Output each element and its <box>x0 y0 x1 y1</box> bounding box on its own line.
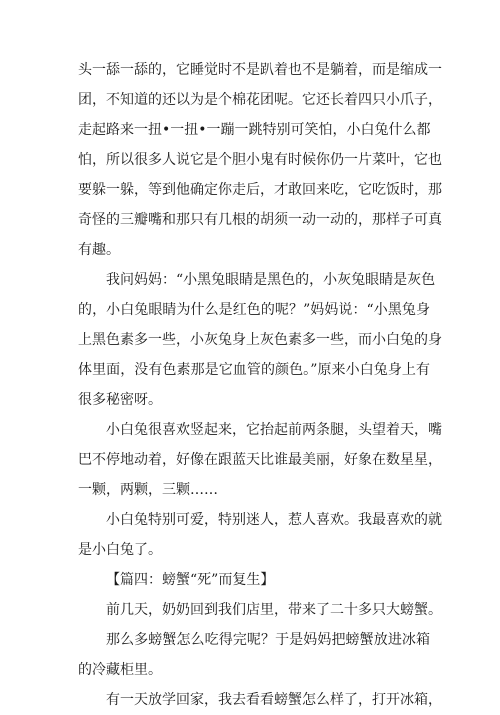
text-line: 的冷藏柜里。 <box>78 662 162 678</box>
section-heading: 【篇四：螃蟹“死”而复生】 <box>106 572 275 588</box>
text-line: 巴不停地动着，好像在跟蓝天比谁最美丽，好象在数星星， <box>78 452 442 468</box>
text-line: 奇怪的三瓣嘴和那只有几根的胡须一动一动的，那样子可真 <box>78 212 442 228</box>
text-line: 怕，所以很多人说它是个胆小鬼有时候你仍一片菜叶，它也 <box>78 152 442 168</box>
text-line: 的，小白兔眼睛为什么是红色的呢？”妈妈说：“小黑兔身 <box>78 302 430 318</box>
text-line: 小白兔特别可爱，特别迷人，惹人喜欢。我最喜欢的就 <box>106 512 442 528</box>
text-line: 我问妈妈：“小黑兔眼睛是黑色的，小灰兔眼睛是灰色 <box>106 272 436 288</box>
text-line: 上黑色素多一些，小灰兔身上灰色素多一些，而小白兔的身 <box>78 332 442 348</box>
text-line: 有趣。 <box>78 242 120 258</box>
text-line: 前几天，奶奶回到我们店里，带来了二十多只大螃蟹。 <box>106 602 442 618</box>
text-line: 一颗，两颗，三颗…… <box>78 482 218 498</box>
text-line: 团，不知道的还以为是个棉花团呢。它还长着四只小爪子， <box>78 92 442 108</box>
text-line: 头一舔一舔的，它睡觉时不是趴着也不是躺着，而是缩成一 <box>78 62 442 78</box>
document-body <box>78 55 442 715</box>
text-line: 要躲一躲，等到他确定你走后，才敢回来吃，它吃饭时，那 <box>78 182 442 198</box>
text-line: 小白兔很喜欢竖起来，它抬起前两条腿，头望着天，嘴 <box>106 422 442 438</box>
text-line: 有一天放学回家，我去看看螃蟹怎么样了，打开冰箱， <box>106 692 442 708</box>
text-line: 走起路来一扭•一扭•一蹦一跳特别可笑怕，小白兔什么都 <box>78 122 431 138</box>
text-line: 是小白兔了。 <box>78 542 162 558</box>
text-line: 那么多螃蟹怎么吃得完呢？于是妈妈把螃蟹放进冰箱 <box>106 632 430 648</box>
text-line: 很多秘密呀。 <box>78 392 162 408</box>
text-line: 体里面，没有色素那是它血管的颜色。”原来小白兔身上有 <box>78 362 430 378</box>
